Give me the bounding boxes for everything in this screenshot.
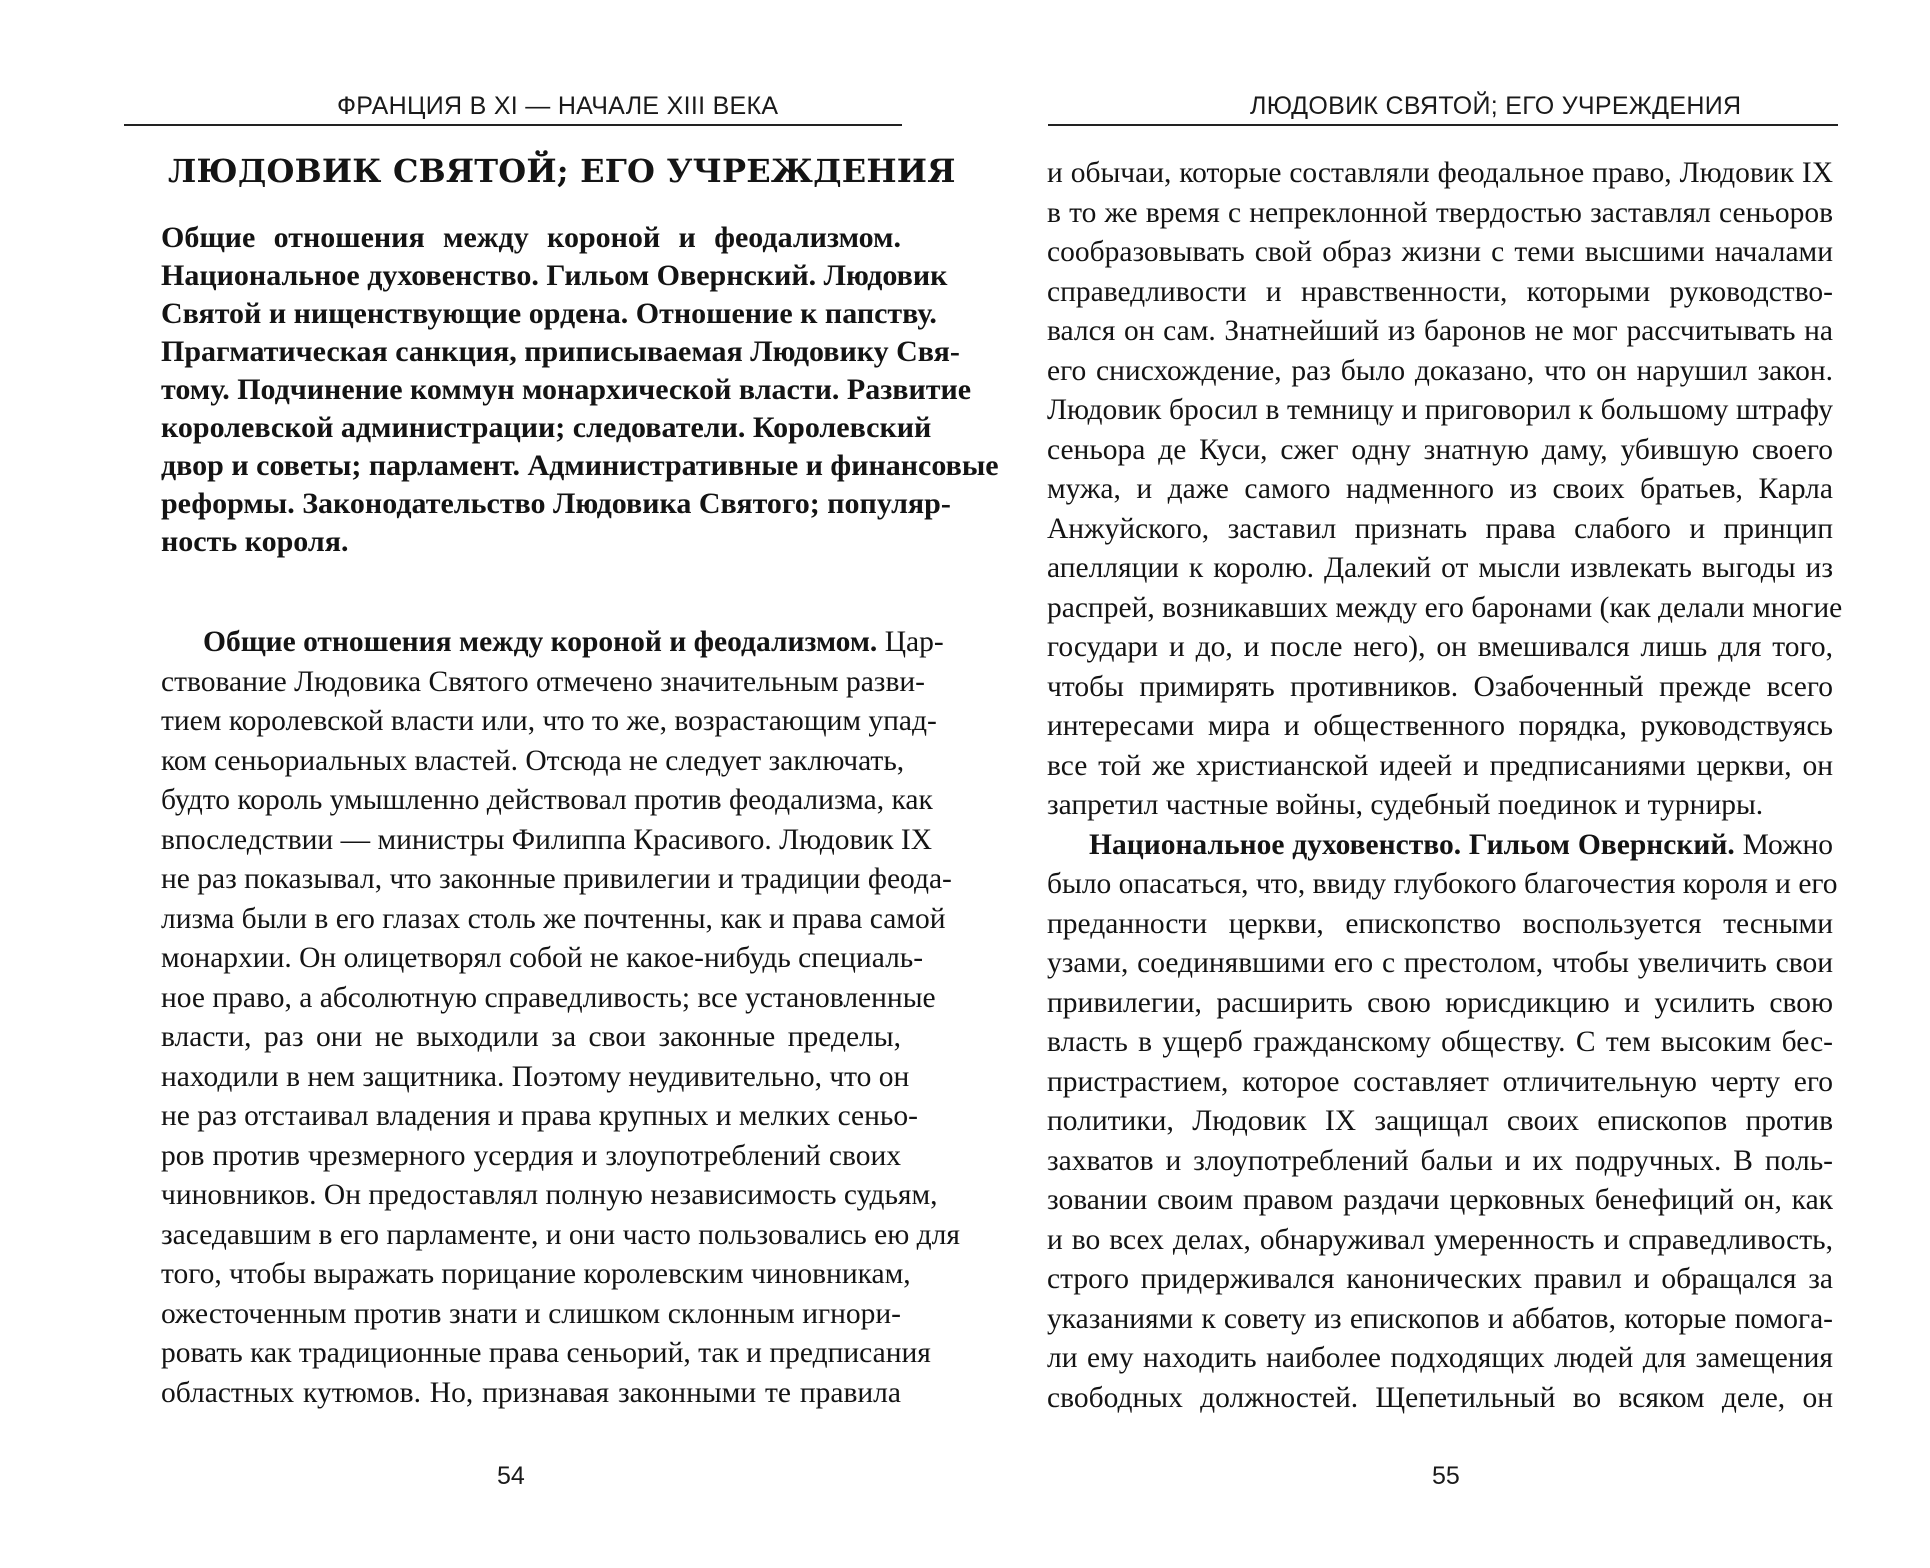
left-body-text (161, 623, 960, 1413)
text-line: пристрастием, которое составляет отличительную черту его (1047, 1065, 1833, 1098)
text-line: указаниями к совету из епископов и аббатов, которые помога- (1047, 1302, 1833, 1335)
paragraph-continued (1047, 154, 1843, 826)
text-line: Людовик бросил в темницу и приговорил к большому штрафу (1047, 394, 1833, 426)
text-line: мужа, и даже самого надменного из своих братьев, Карла (1047, 473, 1833, 505)
text-line: ли ему находить наиболее подходящих людей для замещения (1047, 1342, 1833, 1374)
text-line (1047, 826, 1833, 866)
text-line: Общие отношения между короной и феодализмом. (161, 221, 901, 254)
text-line: тому. Подчинение коммун монархической власти. Развитие (161, 373, 972, 406)
text-line: монархии. Он олицетворял собой не какое-нибудь специаль- (161, 942, 924, 974)
page-number-left: 54 (497, 1462, 525, 1490)
text-line: ствование Людовика Святого отмечено значительным разви- (161, 665, 925, 698)
text-line: ность короля. (161, 525, 349, 558)
header-rule-right (1048, 124, 1838, 126)
text-fragment: Можно (1734, 828, 1833, 861)
text-line: свободных должностей. Щепетильный во всяком деле, он (1047, 1381, 1833, 1414)
running-head-left: ФРАНЦИЯ В XI — НАЧАЛЕ XIII ВЕКА (337, 92, 779, 120)
running-head-right: ЛЮДОВИК СВЯТОЙ; ЕГО УЧРЕЖДЕНИЯ (1250, 92, 1742, 120)
text-line: вался он сам. Знатнейший из баронов не мог рассчитывать на (1047, 315, 1833, 347)
chapter-title: ЛЮДОВИК СВЯТОЙ; ЕГО УЧРЕЖДЕНИЯ (168, 152, 956, 190)
text-line: интересами мира и общественного порядка, руководствуясь (1047, 710, 1833, 742)
text-line: захватов и злоупотреблений бальи и их подручных. В поль- (1047, 1144, 1833, 1177)
section-heading: Общие отношения между короной и феодализмом. (203, 626, 878, 658)
text-line: будто король умышленно действовал против феодализма, как (161, 784, 933, 816)
paragraph (1047, 865, 1838, 1418)
text-line: впоследствии — министры Филиппа Красивого. Людовик IX (161, 823, 933, 856)
text-line: ровать как традиционные права сеньорий, так и предписания (161, 1337, 931, 1369)
text-line: было опасаться, что, ввиду глубокого благочестия короля и его (1047, 868, 1838, 900)
right-page (965, 0, 1930, 1568)
text-line: Национальное духовенство. Гильом Овернский. Людовик (161, 259, 948, 292)
text-line: областных кутюмов. Но, признавая законными те правила (161, 1376, 901, 1409)
text-line: королевской администрации; следователи. Королевский (161, 411, 932, 444)
text-line: того, чтобы выражать порицание королевским чиновникам, (161, 1258, 911, 1290)
text-line: в то же время с непреклонной твердостью заставлял сеньоров (1047, 196, 1833, 229)
page-number-right: 55 (1432, 1462, 1460, 1490)
text-line: Прагматическая санкция, приписываемая Людовику Свя- (161, 335, 960, 368)
text-line: государи и до, и после него), он вмешивался лишь для того, (1047, 631, 1833, 663)
text-line: и обычаи, которые составляли феодальное право, Людовик IX (1047, 157, 1833, 189)
text-line: справедливости и нравственности, которыми руководство- (1047, 275, 1833, 308)
text-line: тием королевской власти или, что то же, возрастающим упад- (161, 705, 937, 737)
text-line: двор и советы; парламент. Административные и финансовые (161, 449, 999, 482)
text-line: узами, соединявшими его с престолом, чтобы увеличить свои (1047, 947, 1833, 979)
text-line: власть в ущерб гражданскому обществу. С тем высоким бес- (1047, 1026, 1833, 1058)
text-line: лизма были в его глазах столь же почтенны, как и права самой (161, 902, 946, 935)
text-line: его снисхождение, раз было доказано, что он нарушил закон. (1047, 354, 1833, 387)
text-line: преданности церкви, епископство воспользуется тесными (1047, 907, 1833, 940)
text-line: апелляции к королю. Далекий от мысли извлекать выгоды из (1047, 552, 1833, 584)
text-line: не раз показывал, что законные привилегии и традиции феода- (161, 863, 952, 895)
text-line: реформы. Законодательство Людовика Святого; популяр- (161, 487, 951, 520)
text-line: все той же христианской идеей и предписаниями церкви, он (1047, 749, 1833, 782)
section-heading: Национальное духовенство. Гильом Овернский. (1089, 828, 1735, 861)
text-line (161, 623, 944, 663)
text-line: ров против чрезмерного усердия и злоупотреблений своих (161, 1139, 901, 1172)
text-line: Святой и нищенствующие ордена. Отношение к папству. (161, 297, 937, 330)
text-line: привилегии, расширить свою юрисдикцию и усилить свою (1047, 986, 1833, 1019)
text-fragment: Цар- (877, 626, 944, 658)
text-line: запретил частные войны, судебный поединок и турниры. (1047, 789, 1764, 821)
text-line: не раз отстаивал владения и права крупных и мелких сеньо- (161, 1100, 918, 1132)
text-line: зовании своим правом раздачи церковных бенефиций он, как (1047, 1184, 1833, 1216)
text-line: ное право, а абсолютную справедливость; все установленные (161, 981, 936, 1014)
text-line: ком сеньориальных властей. Отсюда не следует заключать, (161, 744, 905, 777)
text-line: сообразовывать свой образ жизни с теми высшими началами (1047, 236, 1833, 268)
chapter-summary (161, 219, 999, 561)
right-body-text (1047, 154, 1843, 1418)
text-line: чиновников. Он предоставлял полную независимость судьям, (161, 1179, 938, 1211)
text-line: распрей, возникавших между его баронами (как делали многие (1047, 591, 1843, 624)
text-line: находили в нем защитника. Поэтому неудивительно, что он (161, 1060, 910, 1093)
text-line: политики, Людовик IX защищал своих епископов против (1047, 1105, 1833, 1137)
text-line: заседавшим в его парламенте, и они часто пользовались ею для (161, 1218, 960, 1251)
text-line: чтобы примирять противников. Озабоченный прежде всего (1047, 670, 1833, 703)
text-line: Анжуйского, заставил признать права слабого и принцип (1047, 512, 1833, 545)
text-line: и во всех делах, обнаруживал умеренность и справедливость, (1047, 1223, 1833, 1256)
text-line: сеньора де Куси, сжег одну знатную даму, убившую своего (1047, 433, 1833, 466)
header-rule-left (124, 124, 902, 126)
text-line: строго придерживался канонических правил и обращался за (1047, 1263, 1833, 1295)
text-line: власти, раз они не выходили за свои законные пределы, (161, 1021, 901, 1053)
text-line: ожесточенным против знати и слишком склонным игнори- (161, 1297, 901, 1330)
